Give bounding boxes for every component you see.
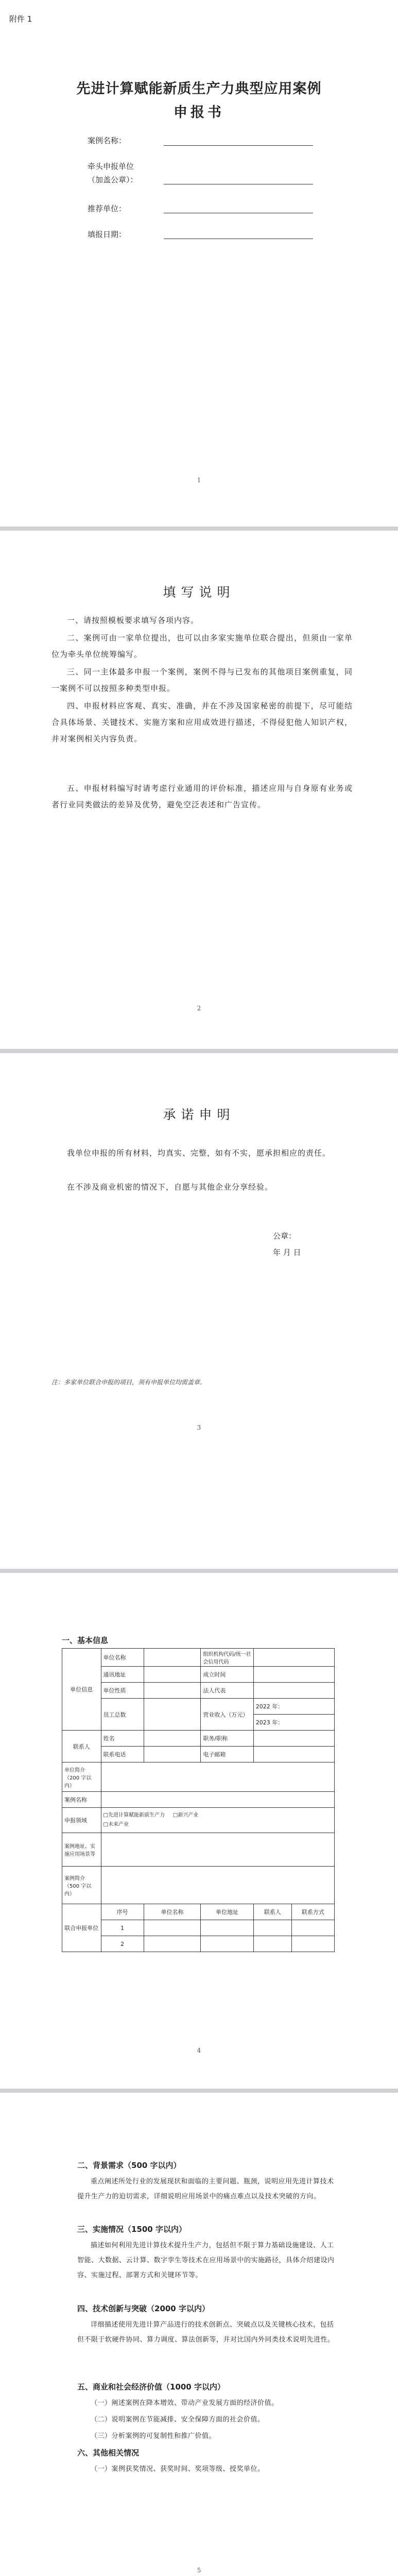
page-number: 5 [197, 2567, 201, 2574]
annex-label: 附件 1 [9, 14, 32, 24]
cell-legal-person: 法人代表 [201, 1683, 253, 1699]
section-text: （二）说明案例在节能减排、安全保障方面的社会价值。 [91, 2416, 265, 2424]
cell-position-value[interactable] [253, 1731, 334, 1747]
section-text: （一）案例获奖情况、获奖时间、奖项等级、授奖单位。 [91, 2465, 265, 2473]
page-gap [0, 2089, 398, 2093]
cell-partner-1-contact[interactable] [253, 1920, 291, 1936]
cell-name-value[interactable] [144, 1731, 201, 1747]
category-option[interactable]: □未来产业 [103, 1822, 129, 1827]
document-subtitle: 申报书 [174, 105, 224, 121]
instructions-page [0, 531, 398, 1049]
cell-staff-value[interactable] [144, 1699, 201, 1731]
section-text: 描述如何利用先进计算技术提升生产力，包括但不限于算力基础设施建设、人工智能、大数据、云计算、数字孪生等技术在应用场景中的实施路径，具体介绍建设内容、实施过程、部署方式和关键环节等。 [77, 2242, 335, 2279]
cell-position: 职务/职称 [201, 1731, 253, 1747]
page-number: 2 [197, 1005, 201, 1012]
cell-partner-1-addr[interactable] [201, 1920, 253, 1936]
category-option[interactable]: □先进计算赋能新质生产力 [103, 1812, 165, 1818]
cell-partners: 联合申报单位 [62, 1904, 101, 1952]
form-heading: 一、基本信息 [62, 1636, 109, 1645]
cell-staff: 员工总数 [101, 1699, 144, 1731]
section-heading: 四、技术创新与突破（2000 字以内） [77, 2304, 210, 2313]
page-gap [0, 527, 398, 531]
cell-email: 电子邮箱 [201, 1747, 253, 1762]
cell-partner-2-phone[interactable] [291, 1936, 334, 1952]
section-heading: 六、其他相关情况 [77, 2448, 140, 2458]
sign-date: 年 月 日 [273, 1248, 301, 1257]
cell-address-value[interactable] [144, 1667, 201, 1683]
cell-unit-intro-value[interactable] [101, 1762, 334, 1792]
cell-partner-contact: 联系人 [253, 1904, 291, 1920]
cell-unit-type-value[interactable] [144, 1683, 201, 1699]
cell-case-name-value[interactable] [101, 1792, 334, 1808]
instruction-item: 五、申报材料编写时请考虑行业通用的评价标准，描述应用与自身原有业务或者行业同类做法的差异及优势，避免空泛表述和广告宣传。 [51, 784, 353, 809]
section-text: 重点阐述所处行业的发展现状和面临的主要问题、瓶颈，说明应用先进计算技术提升生产力的迫切需求，详细说明应用场景中的痛点难点以及技术突破的方向。 [77, 2178, 334, 2200]
instructions-title: 填写说明 [163, 585, 235, 600]
cell-legal-person-value[interactable] [253, 1683, 334, 1699]
field-lead-unit-seal-label: （加盖公章）： [88, 175, 138, 184]
cover-page [0, 0, 398, 527]
cell-revenue-2022[interactable]: 2022 年： [253, 1699, 334, 1715]
cell-category: 申报领域 [62, 1808, 101, 1833]
cell-unit-name-value[interactable] [144, 1649, 201, 1667]
cell-partner-1-phone[interactable] [291, 1920, 334, 1936]
cell-category-options[interactable] [101, 1808, 334, 1833]
cell-partner-2-addr[interactable] [201, 1936, 253, 1952]
cell-partner-2-contact[interactable] [253, 1936, 291, 1952]
cell-unit-info: 单位信息 [62, 1649, 101, 1731]
pledge-page [0, 1053, 398, 1569]
body-page [0, 2093, 398, 2576]
pledge-paragraph: 在不涉及商业机密的情况下，自愿与其他企业分享经验。 [67, 1182, 273, 1192]
cell-partner-phone: 联系方式 [291, 1904, 334, 1920]
cell-established-value[interactable] [253, 1667, 334, 1683]
cell-phone: 联系电话 [101, 1747, 144, 1762]
field-lead-unit-label: 牵头申报单位 [88, 162, 134, 171]
cell-address: 通讯地址 [101, 1667, 144, 1683]
instruction-item: 一、请按照模板要求填写各项内容。 [67, 616, 199, 625]
page-number: 1 [197, 477, 201, 484]
field-case-name-label: 案例名称： [88, 136, 127, 145]
cell-seq-1: 1 [101, 1920, 144, 1936]
page-number: 3 [197, 1424, 201, 1431]
section-heading: 三、实施情况（1500 字以内） [77, 2225, 186, 2234]
cell-contact: 联系人 [62, 1731, 101, 1762]
document-title: 先进计算赋能新质生产力典型应用案例 [76, 81, 322, 97]
cell-established: 成立时间 [201, 1667, 253, 1683]
section-heading: 五、商业和社会经济价值（1000 字以内） [77, 2382, 225, 2392]
page-number: 4 [197, 2047, 201, 2054]
field-recommender-label: 推荐单位： [88, 204, 127, 213]
instruction-item: 四、申报材料应客观、真实、准确，并在不涉及国家秘密的前提下，尽可能结合具体场景、关键技术、实施方案和应用成效进行描述，不得侵犯他人知识产权，并对案例相关内容负责。 [51, 701, 353, 743]
cell-partner-2-name[interactable] [144, 1936, 201, 1952]
cell-unit-name: 单位名称 [101, 1649, 144, 1667]
category-option[interactable]: □新兴产业 [172, 1812, 199, 1818]
cell-credit-code-value[interactable] [253, 1649, 334, 1667]
cell-credit-code: 组织机构代码/统一社会信用代码 [201, 1649, 253, 1667]
cell-summary: 案例简介（500 字以内） [62, 1867, 101, 1904]
cell-partner-addr: 单位地址 [201, 1904, 253, 1920]
form-page [0, 1573, 398, 2089]
section-text: （一）阐述案例在降本增效、带动产业发展方面的经济价值。 [91, 2399, 279, 2407]
pledge-paragraph: 我单位申报的所有材料，均真实、完整，如有不实，愿承担相应的责任。 [67, 1148, 331, 1158]
page-gap [0, 1569, 398, 1573]
instruction-item: 二、案例可由一家单位提出，也可以由多家实施单位联合提出，但须由一家单位为牵头单位统筹编写。 [51, 633, 353, 659]
section-text: （三）分析案例的可复制性和推广价值。 [91, 2432, 216, 2440]
instruction-item: 三、同一主体最多申报一个案例，案例不得与已发布的其他项目案例重复，同一案例不可以按照多种类型申报。 [51, 667, 353, 693]
field-date-label: 填报日期： [88, 230, 127, 239]
cell-phone-value[interactable] [144, 1747, 201, 1762]
cell-scene: 案例地址、实施应用场景等 [62, 1833, 101, 1867]
page-gap [0, 1049, 398, 1053]
cell-seq-2: 2 [101, 1936, 144, 1952]
field-case-name-line[interactable] [164, 145, 313, 146]
section-text: 详细描述使用先进计算产品进行的技术创新点、突破点以及关键核心技术，包括但不限于软硬件协同、算力调度、算法创新等，并对比国内外同类技术说明先进性。 [77, 2321, 335, 2344]
cell-scene-value[interactable] [101, 1833, 334, 1867]
section-heading: 二、背景需求（500 字以内） [77, 2161, 181, 2170]
cell-unit-intro: 单位简介（200 字以内） [62, 1762, 101, 1792]
cell-email-value[interactable] [253, 1747, 334, 1762]
basic-info-table [62, 1648, 335, 1952]
cell-summary-value[interactable] [101, 1867, 334, 1904]
cell-unit-type: 单位性质 [101, 1683, 144, 1699]
cell-partner-name: 单位名称 [144, 1904, 201, 1920]
cell-revenue-2023[interactable]: 2023 年： [253, 1715, 334, 1731]
pledge-note: 注：多家单位联合申报的项目，须有申报单位均需盖章。 [51, 1379, 206, 1386]
cell-seq: 序号 [101, 1904, 144, 1920]
pledge-title: 承诺申明 [163, 1107, 235, 1122]
cell-case-name: 案例名称 [62, 1792, 101, 1808]
cell-name: 姓名 [101, 1731, 144, 1747]
cell-revenue: 营业收入（万元） [201, 1699, 253, 1731]
cell-partner-1-name[interactable] [144, 1920, 201, 1936]
seal-label: 公章： [273, 1231, 297, 1241]
